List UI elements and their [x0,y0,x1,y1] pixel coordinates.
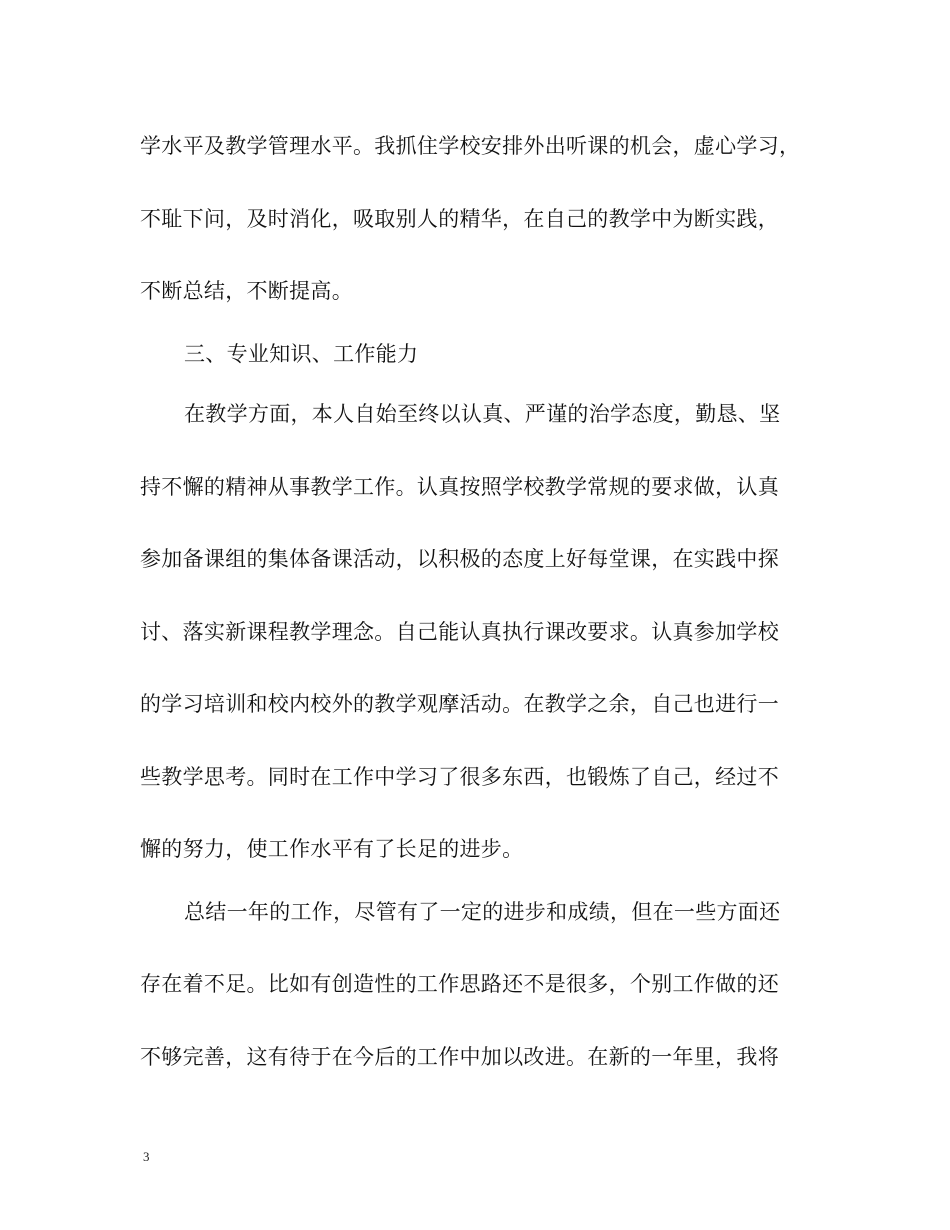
section-heading: 三、专业知识、工作能力 [184,342,419,366]
body-text-line: 不断总结，不断提高。 [140,279,353,303]
body-text-line: 讨、落实新课程教学理念。自己能认真执行课改要求。认真参加学校 [140,620,779,644]
body-text-line: 不耻下问，及时消化，吸取别人的精华，在自己的教学中为断实践， [140,207,779,231]
body-text-line: 持不懈的精神从事教学工作。认真按照学校教学常规的要求做，认真 [140,475,779,499]
paragraph-start-line: 总结一年的工作，尽管有了一定的进步和成绩，但在一些方面还 [184,900,781,924]
body-text-line: 参加备课组的集体备课活动，以积极的态度上好每堂课，在实践中探 [140,547,779,571]
body-text-line: 些教学思考。同时在工作中学习了很多东西，也锻炼了自己，经过不 [140,765,779,789]
paragraph-start-line: 在教学方面，本人自始至终以认真、严谨的治学态度，勤恳、坚 [184,402,781,426]
body-text-line: 懈的努力，使工作水平有了长足的进步。 [140,837,524,861]
body-text-line: 学水平及教学管理水平。我抓住学校安排外出听课的机会，虚心学习， [140,134,801,158]
body-text-line: 不够完善，这有待于在今后的工作中加以改进。在新的一年里，我将 [140,1045,779,1069]
page-number: 3 [143,1149,150,1164]
body-text-line: 存在着不足。比如有创造性的工作思路还不是很多，个别工作做的还 [140,972,779,996]
body-text-line: 的学习培训和校内校外的教学观摩活动。在教学之余，自己也进行一 [140,692,779,716]
